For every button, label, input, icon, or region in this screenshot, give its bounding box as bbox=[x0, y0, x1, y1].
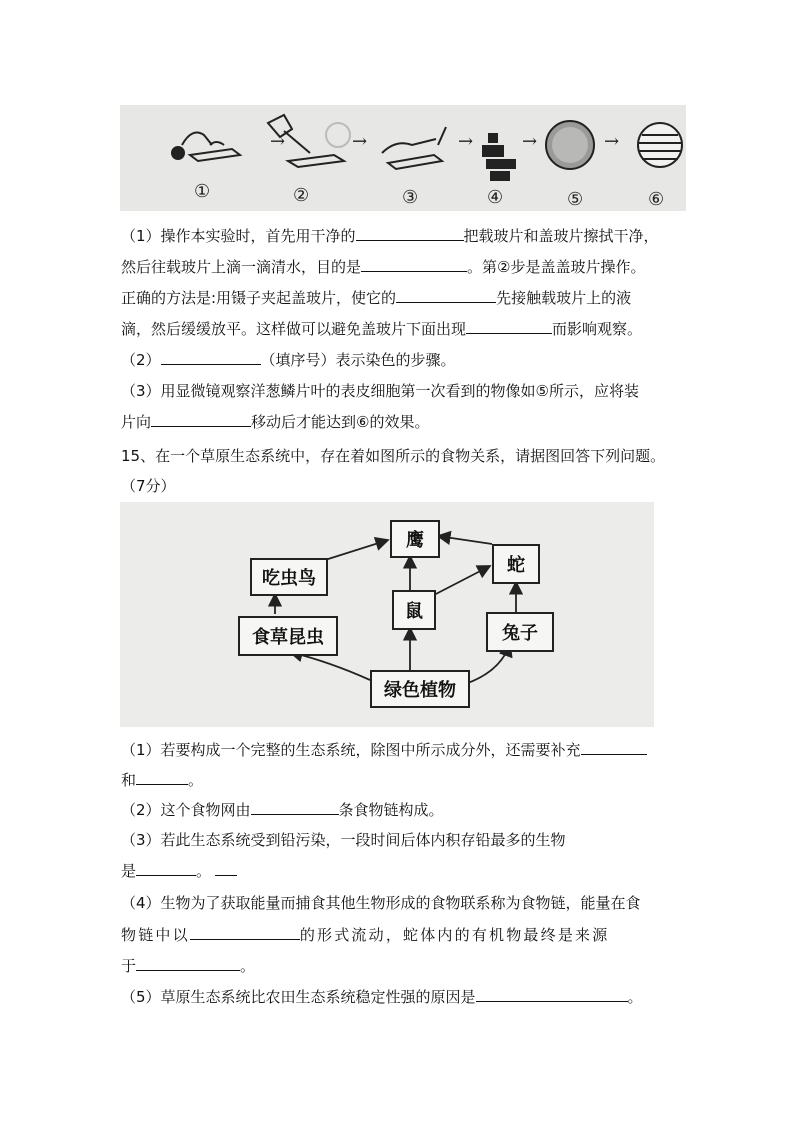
food-web-node-plant: 绿色植物 bbox=[370, 670, 470, 708]
experiment-steps-figure bbox=[120, 105, 686, 211]
answer-blank[interactable] bbox=[466, 319, 552, 334]
step-label-5: ⑤ bbox=[567, 189, 584, 210]
step-label-6: ⑥ bbox=[648, 189, 665, 210]
q15-line-3: （2）这个食物网由 条食物链构成。 bbox=[121, 801, 444, 819]
q15-line-4: （3）若此生态系统受到铅污染，一段时间后体内积存铅最多的生物 bbox=[121, 831, 566, 849]
answer-blank[interactable] bbox=[396, 288, 496, 303]
step-label-4: ④ bbox=[487, 187, 504, 208]
q15-line-8: 于 。 bbox=[121, 957, 256, 975]
q15-title: 15、在一个草原生态系统中，存在着如图所示的食物关系，请据图回答下列问题。 bbox=[121, 447, 666, 465]
arrow-2: → bbox=[458, 131, 474, 152]
answer-blank[interactable] bbox=[151, 412, 251, 427]
q15-line-7: 物链中以 的形式流动，蛇体内的有机物最终是来源 bbox=[121, 926, 610, 944]
arrow-1: → bbox=[352, 131, 368, 152]
q14-line-1: （1）操作本实验时，首先用干净的 把载玻片和盖玻片擦拭干净， bbox=[121, 227, 659, 245]
answer-blank[interactable] bbox=[476, 987, 628, 1002]
step3-illustration bbox=[382, 127, 446, 169]
food-web-figure bbox=[120, 502, 654, 727]
answer-blank[interactable] bbox=[356, 226, 464, 241]
answer-blank[interactable] bbox=[581, 740, 647, 755]
answer-blank[interactable] bbox=[136, 770, 188, 785]
step-label-2: ② bbox=[293, 185, 310, 206]
step4-illustration bbox=[482, 133, 516, 181]
answer-blank[interactable] bbox=[136, 956, 240, 971]
step-label-1: ① bbox=[194, 181, 211, 202]
answer-blank[interactable] bbox=[190, 925, 300, 940]
arrow-5: → bbox=[270, 131, 286, 152]
food-web-node-mouse: 鼠 bbox=[392, 590, 436, 630]
q14-line-6: （3）用显微镜观察洋葱鳞片叶的表皮细胞第一次看到的物像如⑤所示，应将装 bbox=[121, 382, 639, 400]
q14-line-7: 片向 移动后才能达到⑥的效果。 bbox=[121, 413, 430, 431]
step6-illustration bbox=[638, 123, 682, 167]
q14-line-5: （2） （填序号）表示染色的步骤。 bbox=[121, 351, 456, 369]
answer-blank[interactable] bbox=[361, 257, 467, 272]
food-web-node-eagle: 鹰 bbox=[390, 520, 440, 558]
step-label-3: ③ bbox=[402, 187, 419, 208]
q14-line-2: 然后往载玻片上滴一滴清水，目的是 。第②步是盖盖玻片操作。 bbox=[121, 258, 646, 276]
q15-score: （7分） bbox=[121, 477, 176, 495]
food-web-node-snake: 蛇 bbox=[492, 544, 540, 584]
q15-line-9: （5）草原生态系统比农田生态系统稳定性强的原因是 。 bbox=[121, 988, 643, 1006]
q15-line-1: （1）若要构成一个完整的生态系统，除图中所示成分外，还需要补充 bbox=[121, 740, 647, 760]
q14-line-3: 正确的方法是:用镊子夹起盖玻片，使它的 先接触载玻片上的液 bbox=[121, 289, 632, 307]
food-web-node-insect-bird: 吃虫鸟 bbox=[250, 558, 328, 596]
food-web-node-insect: 食草昆虫 bbox=[238, 616, 338, 656]
q15-line-6: （4）生物为了获取能量而捕食其他生物形成的食物联系称为食物链，能量在食 bbox=[121, 894, 641, 912]
answer-blank[interactable] bbox=[161, 350, 261, 365]
q14-line-4: 滴，然后缓缓放平。这样做可以避免盖玻片下面出现 而影响观察。 bbox=[121, 320, 643, 338]
q15-line-5: 是 。 bbox=[121, 861, 237, 881]
answer-blank[interactable] bbox=[251, 800, 339, 815]
answer-blank[interactable] bbox=[215, 861, 237, 876]
arrow-3: → bbox=[522, 131, 538, 152]
arrow-4: → bbox=[604, 131, 620, 152]
step5-illustration bbox=[546, 121, 594, 169]
q15-line-2: 和 。 bbox=[121, 771, 204, 789]
step1-illustration bbox=[172, 133, 240, 161]
food-web-node-rabbit: 兔子 bbox=[486, 612, 554, 652]
answer-blank[interactable] bbox=[136, 861, 196, 876]
